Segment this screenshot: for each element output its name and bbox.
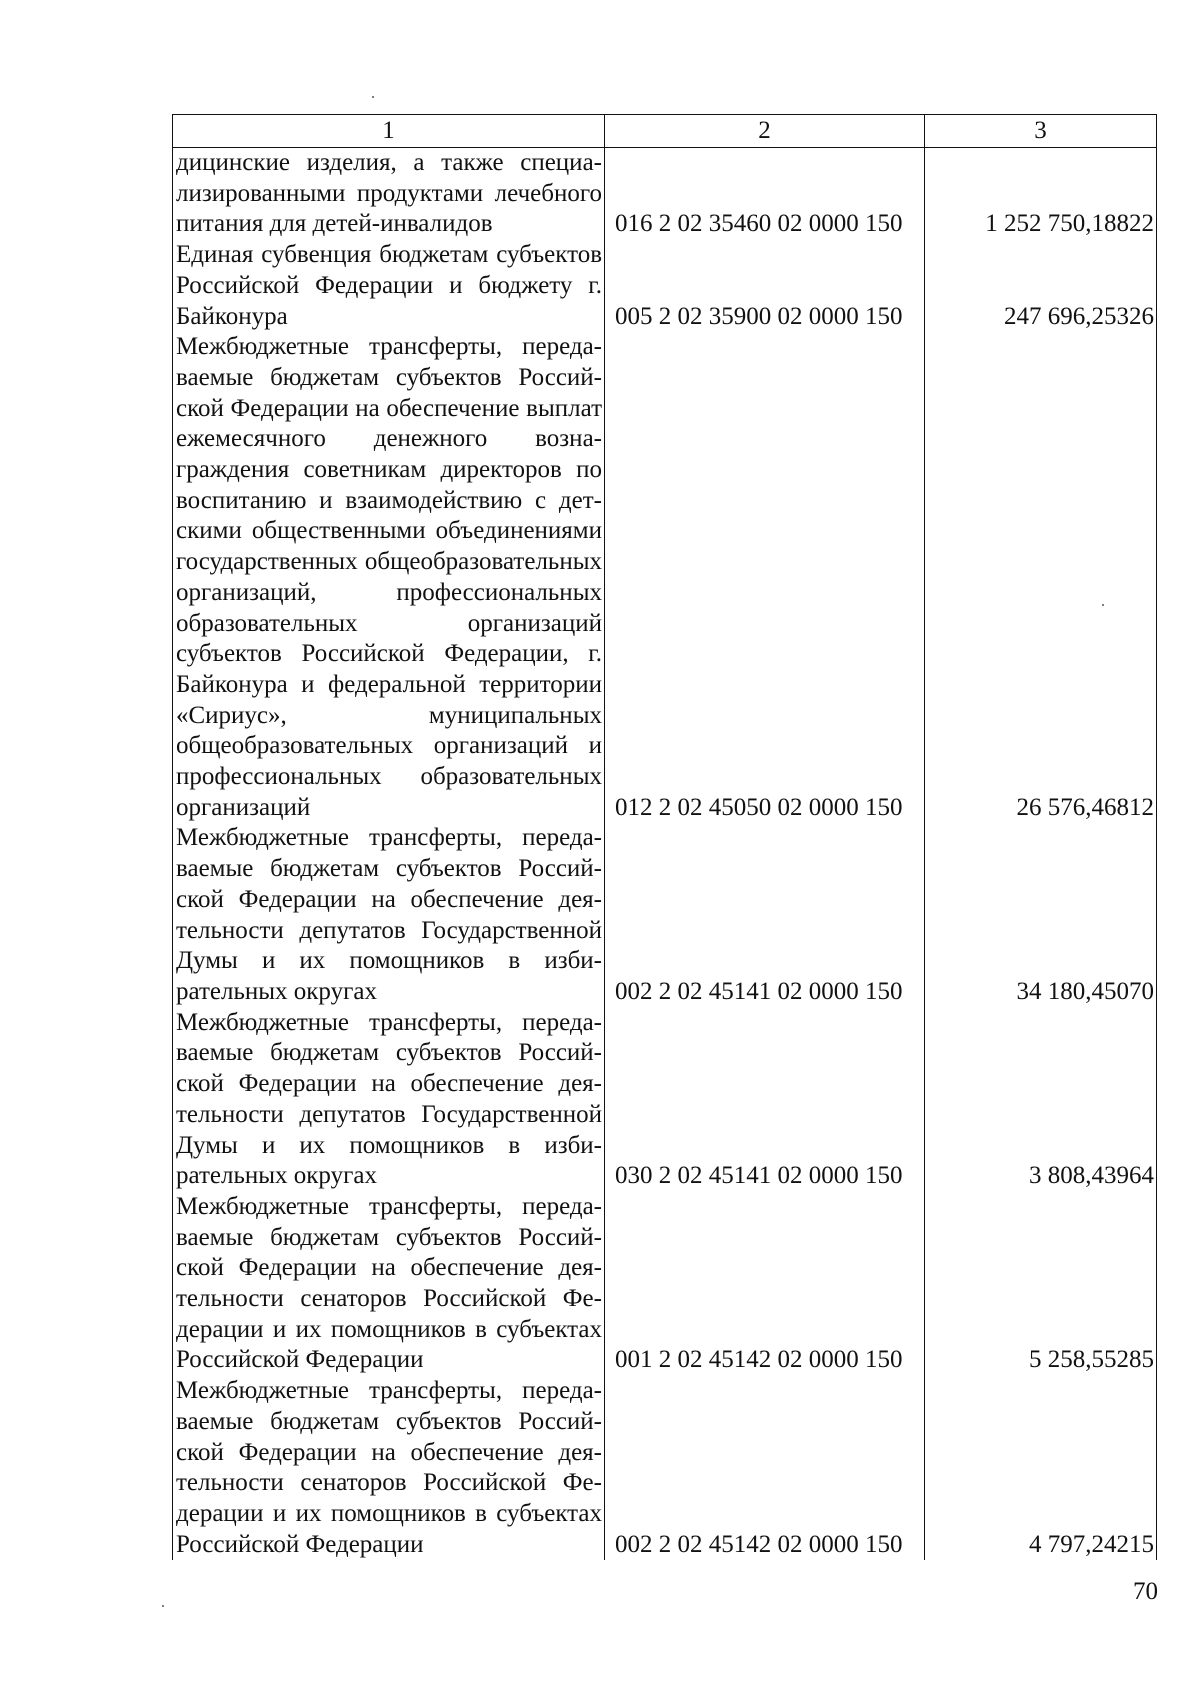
table-row xyxy=(173,1376,1157,1560)
row-description: Межбюджетные трансферты, передаваемые бюджетам субъектов Российской Федерации на обеспечение выплат ежемесячного денежного вознаграждения советникам директоров по воспитанию и взаимодействию с детскими общественными объединениями государственных общеобразовательных организаций, профессиональных образовательных организаций субъектов Российской Федерации, г. Байконура и федеральной территории «Сириус», муниципальных общеобразовательных организаций и профессиональных образовательных организаций xyxy=(173,332,605,823)
table-row xyxy=(173,1192,1157,1376)
row-amount: 1 252 750,18822 xyxy=(925,148,1157,241)
row-code: 012 2 02 45050 02 0000 150 xyxy=(605,332,925,823)
header-row xyxy=(173,115,1157,148)
row-amount: 26 576,46812 xyxy=(925,332,1157,823)
table-row xyxy=(173,148,1157,241)
column-header-2: 2 xyxy=(605,115,925,148)
row-amount: 5 258,55285 xyxy=(925,1192,1157,1376)
row-code: 002 2 02 45142 02 0000 150 xyxy=(605,1376,925,1560)
row-description: Межбюджетные трансферты, передаваемые бюджетам субъектов Российской Федерации на обеспечение деятельности сенаторов Российской Федерации и их помощников в субъектах Российской Федерации xyxy=(173,1192,605,1376)
row-code: 005 2 02 35900 02 0000 150 xyxy=(605,240,925,332)
row-description: дицинские изделия, а также специализированными продуктами лечебного питания для детей-инвалидов xyxy=(173,148,605,241)
table-body xyxy=(173,148,1157,1561)
table-row xyxy=(173,1008,1157,1192)
column-header-3: 3 xyxy=(925,115,1157,148)
column-header-1: 1 xyxy=(173,115,605,148)
row-amount: 4 797,24215 xyxy=(925,1376,1157,1560)
row-code: 030 2 02 45141 02 0000 150 xyxy=(605,1008,925,1192)
table-row xyxy=(173,823,1157,1007)
row-amount: 34 180,45070 xyxy=(925,823,1157,1007)
row-code: 001 2 02 45142 02 0000 150 xyxy=(605,1192,925,1376)
table-row xyxy=(173,240,1157,332)
scan-speck xyxy=(162,1605,164,1607)
row-description: Межбюджетные трансферты, передаваемые бюджетам субъектов Российской Федерации на обеспечение деятельности сенаторов Российской Федерации и их помощников в субъектах Российской Федерации xyxy=(173,1376,605,1560)
row-description: Единая субвенция бюджетам субъектов Российской Федерации и бюджету г. Байконура xyxy=(173,240,605,332)
row-amount: 247 696,25326 xyxy=(925,240,1157,332)
budget-table xyxy=(172,114,1157,1560)
page-number: 70 xyxy=(1133,1578,1158,1605)
table-header xyxy=(173,115,1157,148)
row-code: 016 2 02 35460 02 0000 150 xyxy=(605,148,925,241)
row-description: Межбюджетные трансферты, передаваемые бюджетам субъектов Российской Федерации на обеспечение деятельности депутатов Государственной Думы и их помощников в избирательных округах xyxy=(173,823,605,1007)
row-amount: 3 808,43964 xyxy=(925,1008,1157,1192)
table-row xyxy=(173,332,1157,823)
row-description: Межбюджетные трансферты, передаваемые бюджетам субъектов Российской Федерации на обеспечение деятельности депутатов Государственной Думы и их помощников в избирательных округах xyxy=(173,1008,605,1192)
scan-speck xyxy=(372,96,374,98)
row-code: 002 2 02 45141 02 0000 150 xyxy=(605,823,925,1007)
